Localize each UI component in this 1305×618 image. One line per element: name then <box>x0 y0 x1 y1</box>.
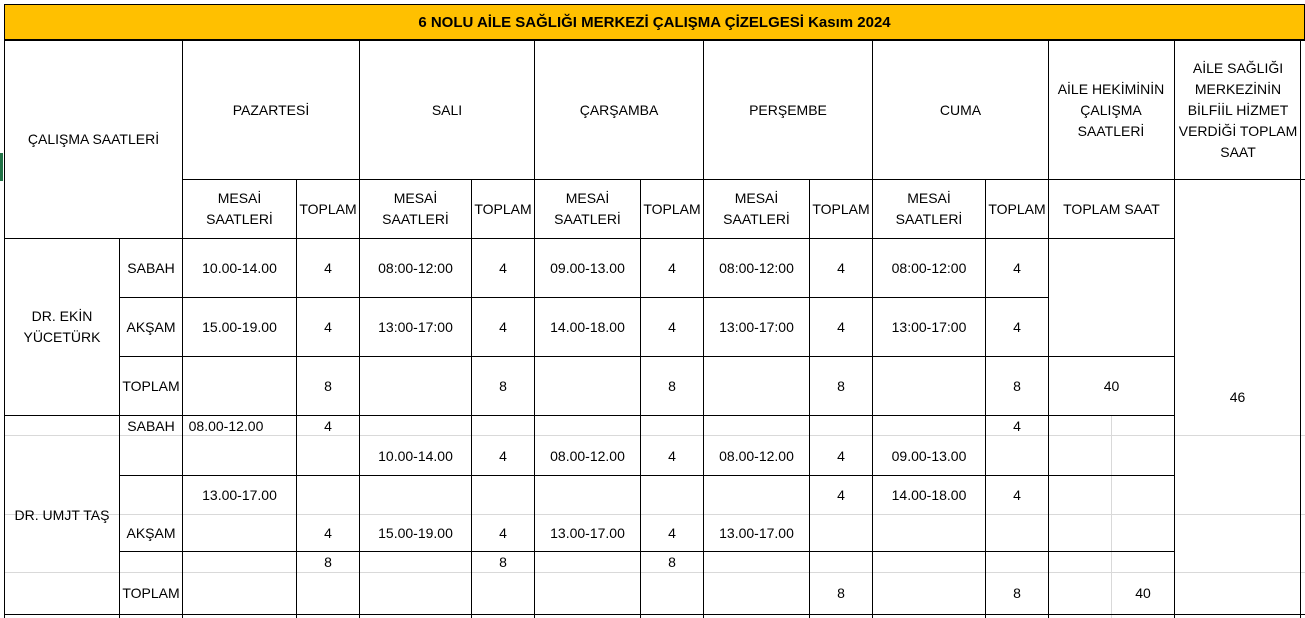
aksam-label: AKŞAM <box>126 525 176 541</box>
daily-total: 8 <box>1013 377 1021 394</box>
cell-total: 4 <box>1013 259 1021 276</box>
cell-time: 08:00-12:00 <box>891 259 967 276</box>
asm-header: AİLE SAĞLIĞI MERKEZİNİN BİLFİİL HİZMET VERDİĞİ TOPLAM SAAT <box>1178 59 1298 160</box>
daily-total: 8 <box>499 553 507 570</box>
cell-total: 4 <box>499 259 507 276</box>
border <box>1048 40 1049 618</box>
cell-total: 4 <box>668 259 676 276</box>
day-header-persembe: PERŞEMBE <box>749 101 827 118</box>
border <box>1300 40 1301 618</box>
cell-total: 4 <box>324 417 332 434</box>
toplam-header: TOPLAM <box>299 200 357 217</box>
daily-total: 8 <box>324 377 332 394</box>
cell-time: 09.00-13.00 <box>550 259 625 276</box>
cell-total: 4 <box>837 447 845 464</box>
aksam-label: AKŞAM <box>126 318 176 335</box>
cell-time: 13:00-17:00 <box>719 318 794 335</box>
cell-total: 4 <box>499 447 507 464</box>
toplam-saat-header: TOPLAM SAAT <box>1063 200 1160 217</box>
cell-total: 4 <box>837 318 845 335</box>
daily-total: 8 <box>837 585 845 601</box>
cell-time: 14.00-18.00 <box>891 486 967 503</box>
gridline <box>4 572 1305 573</box>
sabah-label: SABAH <box>127 259 175 276</box>
cell-time: 08.00-12.00 <box>719 447 794 464</box>
cell-total: 4 <box>668 525 676 541</box>
day-header-carsamba: ÇARŞAMBA <box>579 101 659 118</box>
daily-total: 8 <box>1013 585 1021 601</box>
daily-total: 8 <box>324 553 332 570</box>
mesai-saatleri-header: MESAİ SAATLERİ <box>206 190 273 227</box>
doctor-name: DR. EKİN YÜCETÜRK <box>23 308 101 345</box>
cell-time: 10.00-14.00 <box>378 447 453 464</box>
daily-total: 8 <box>499 377 507 394</box>
mesai-saatleri-header: MESAİ SAATLERİ <box>554 190 621 227</box>
daily-total: 8 <box>668 553 676 570</box>
aile-hekimi-header: AİLE HEKİMİNİN ÇALIŞMA SAATLERİ <box>1057 80 1165 139</box>
mesai-saatleri-header: MESAİ SAATLERİ <box>895 190 963 227</box>
grand-total: 40 <box>1135 585 1151 601</box>
grand-total: 40 <box>1103 377 1120 394</box>
toplam-header: TOPLAM <box>643 200 701 217</box>
cell-time: 08.00-12.00 <box>550 447 625 464</box>
toplam-header: TOPLAM <box>474 200 532 217</box>
mesai-saatleri-header: MESAİ SAATLERİ <box>723 190 790 227</box>
cell-total: 4 <box>668 318 676 335</box>
cell-total: 4 <box>324 318 332 335</box>
cell-total: 4 <box>499 525 507 541</box>
cell-total: 4 <box>837 259 845 276</box>
cell-time: 08.00-12.00 <box>188 417 264 434</box>
toplam-header: TOPLAM <box>812 200 870 217</box>
cell-time: 08:00-12:00 <box>378 259 453 276</box>
cell-time: 08:00-12:00 <box>719 259 794 276</box>
border <box>4 614 1305 615</box>
daily-total: 8 <box>668 377 676 394</box>
toplam-label: TOPLAM <box>122 377 180 394</box>
cell-time: 15.00-19.00 <box>378 525 453 541</box>
cell-total: 4 <box>1013 318 1021 335</box>
day-header-cuma: CUMA <box>939 101 982 118</box>
row-selection-indicator <box>0 153 3 181</box>
cell-total: 4 <box>668 447 676 464</box>
cell-time: 13.00-17.00 <box>719 525 794 541</box>
asm-total: 46 <box>1229 388 1246 405</box>
cell-time: 14.00-18.00 <box>550 318 625 335</box>
cell-total: 4 <box>837 486 845 503</box>
sabah-label: SABAH <box>127 417 175 434</box>
cell-total: 4 <box>324 259 332 276</box>
cell-time: 13:00-17:00 <box>378 318 453 335</box>
cell-total: 4 <box>1013 417 1021 434</box>
cell-total: 4 <box>324 525 332 541</box>
calisma-saatleri-header: ÇALIŞMA SAATLERİ <box>27 131 160 147</box>
day-header-sali: SALI <box>431 101 463 118</box>
cell-time: 13.00-17.00 <box>202 486 277 503</box>
cell-time: 10.00-14.00 <box>202 259 277 276</box>
cell-total: 4 <box>1013 486 1021 503</box>
sheet-title: 6 NOLU AİLE SAĞLIĞI MERKEZİ ÇALIŞMA ÇİZELGESİ Kasım 2024 <box>4 4 1305 40</box>
toplam-header: TOPLAM <box>988 200 1046 217</box>
cell-time: 13:00-17:00 <box>891 318 967 335</box>
cell-total: 4 <box>499 318 507 335</box>
cell-time: 09.00-13.00 <box>891 447 967 464</box>
day-header-pazartesi: PAZARTESİ <box>232 101 310 118</box>
mesai-saatleri-header: MESAİ SAATLERİ <box>382 190 449 227</box>
doctor-name: DR. UMJT TAŞ <box>14 506 110 523</box>
cell-time: 13.00-17.00 <box>550 525 625 541</box>
cell-time: 15.00-19.00 <box>202 318 277 335</box>
daily-total: 8 <box>837 377 845 394</box>
toplam-label: TOPLAM <box>122 585 180 601</box>
